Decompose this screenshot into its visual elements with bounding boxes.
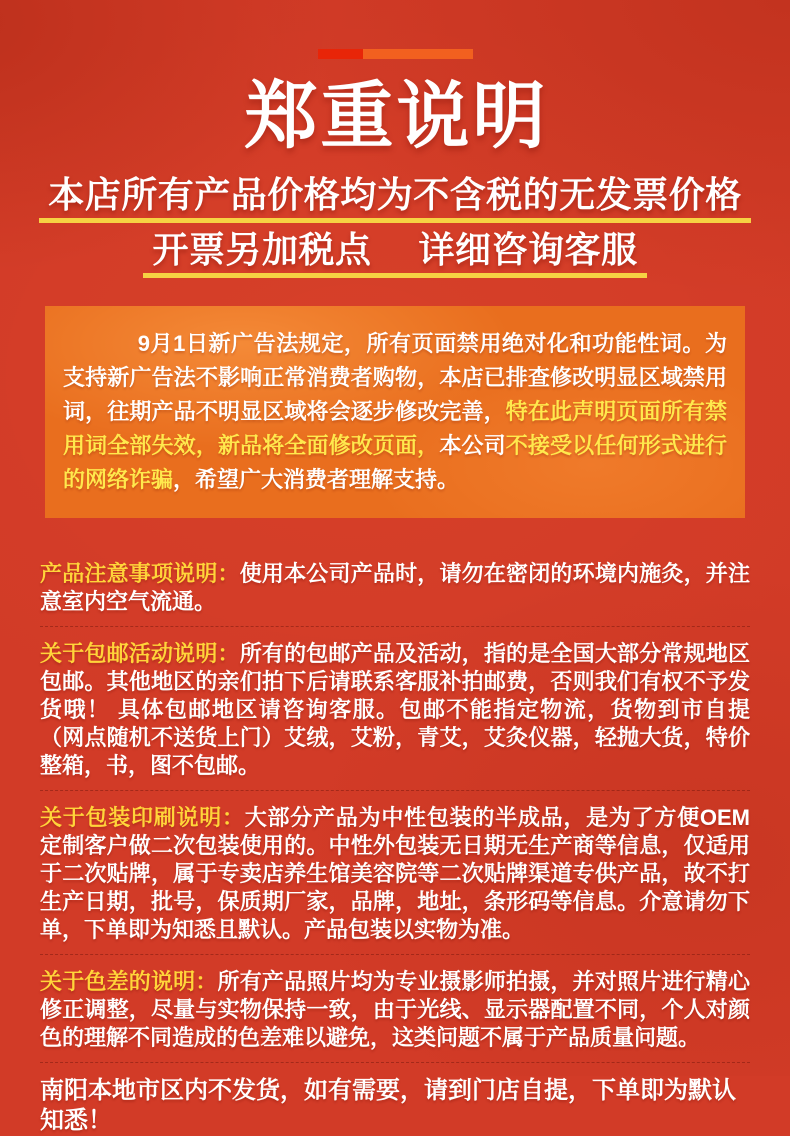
section-paragraph: [40, 804, 750, 944]
section-body: 所有产品照片均为专业摄影师拍摄，并对照片进行精心修正调整，尽量与实物保持一致，由于光线、显示器配置不同，个人对颜色的理解不同造成的色差难以避免，这类问题不属于产品质量问题。: [40, 968, 750, 1050]
decorative-top-bar: [0, 0, 790, 59]
deco-bar-orange-segment: [363, 49, 473, 59]
local-pickup-notice: 南阳本地市区内不发货，如有需要，请到门店自提，下单即为默认知悉！: [40, 1076, 736, 1134]
page-title: 郑重说明: [244, 76, 549, 157]
section-paragraph: [40, 640, 750, 780]
section-body: 使用本公司产品时，请勿在密闭的环境内施灸，并注意室内空气流通。: [40, 560, 750, 614]
price-notice-line-1: [0, 173, 790, 223]
info-sections: [40, 560, 750, 1063]
section-label: 关于包邮活动说明：: [40, 640, 240, 666]
notice-segment-yellow: 特在此声明页面所有禁用词全部失效，新品将全面修改页面，: [63, 398, 727, 458]
notice-segment-yellow: 不接受以任何形式进行的网络诈骗: [63, 432, 727, 492]
section-label: 关于色差的说明：: [40, 968, 218, 994]
notice-segment-white: 9月1日新广告法规定，所有页面禁用绝对化和功能性词。为支持新广告法不影响正常消费者购物，本店已排查修改明显区域禁用词，往期产品不明显区域将会逐步修改完善，: [63, 330, 727, 424]
info-section: [40, 968, 750, 1063]
price-notice-line-2-text: 开票另加税点 详细咨询客服: [143, 232, 646, 278]
dashed-divider: [40, 626, 750, 627]
info-section: [40, 640, 750, 791]
price-notice-line-1-text: 本店所有产品价格均为不含税的无发票价格: [39, 177, 751, 223]
section-body: 大部分产品为中性包装的半成品，是为了方便OEM定制客户做二次包装使用的。中性外包装无日期无生产商等信息，仅适用于二次贴牌，属于专卖店养生馆美容院等二次贴牌渠道专供产品，故不打生产日期，批号，保质期厂家，品牌，地址，条形码等信息。介意请勿下单，下单即为知悉且默认。产品包装以实物为准。: [40, 804, 750, 942]
section-paragraph: [40, 968, 750, 1052]
ad-law-notice-box: [45, 306, 745, 518]
info-section: [40, 560, 750, 627]
section-label: 关于包装印刷说明：: [40, 804, 245, 830]
section-paragraph: [40, 560, 750, 616]
notice-segment-white: 本公司: [439, 432, 506, 458]
ad-law-notice-text: [63, 327, 727, 497]
price-notice-block: [0, 173, 790, 278]
info-section: [40, 804, 750, 955]
dashed-divider: [40, 1062, 750, 1063]
dashed-divider: [40, 954, 750, 955]
deco-bar-red-segment: [318, 49, 363, 59]
dashed-divider: [40, 790, 750, 791]
section-body: 所有的包邮产品及活动，指的是全国大部分常规地区包邮。其他地区的亲们拍下后请联系客服补拍邮费，否则我们有权不予发货哦！ 具体包邮地区请咨询客服。包邮不能指定物流，货物到市自提（网点随机不送货上门）艾绒，艾粉，青艾，艾灸仪器，轻抛大货，特价整箱，书，图不包邮。: [40, 640, 750, 778]
notice-segment-white: ，希望广大消费者理解支持。: [173, 466, 460, 492]
price-notice-line-2: [0, 228, 790, 278]
section-label: 产品注意事项说明：: [40, 560, 240, 586]
